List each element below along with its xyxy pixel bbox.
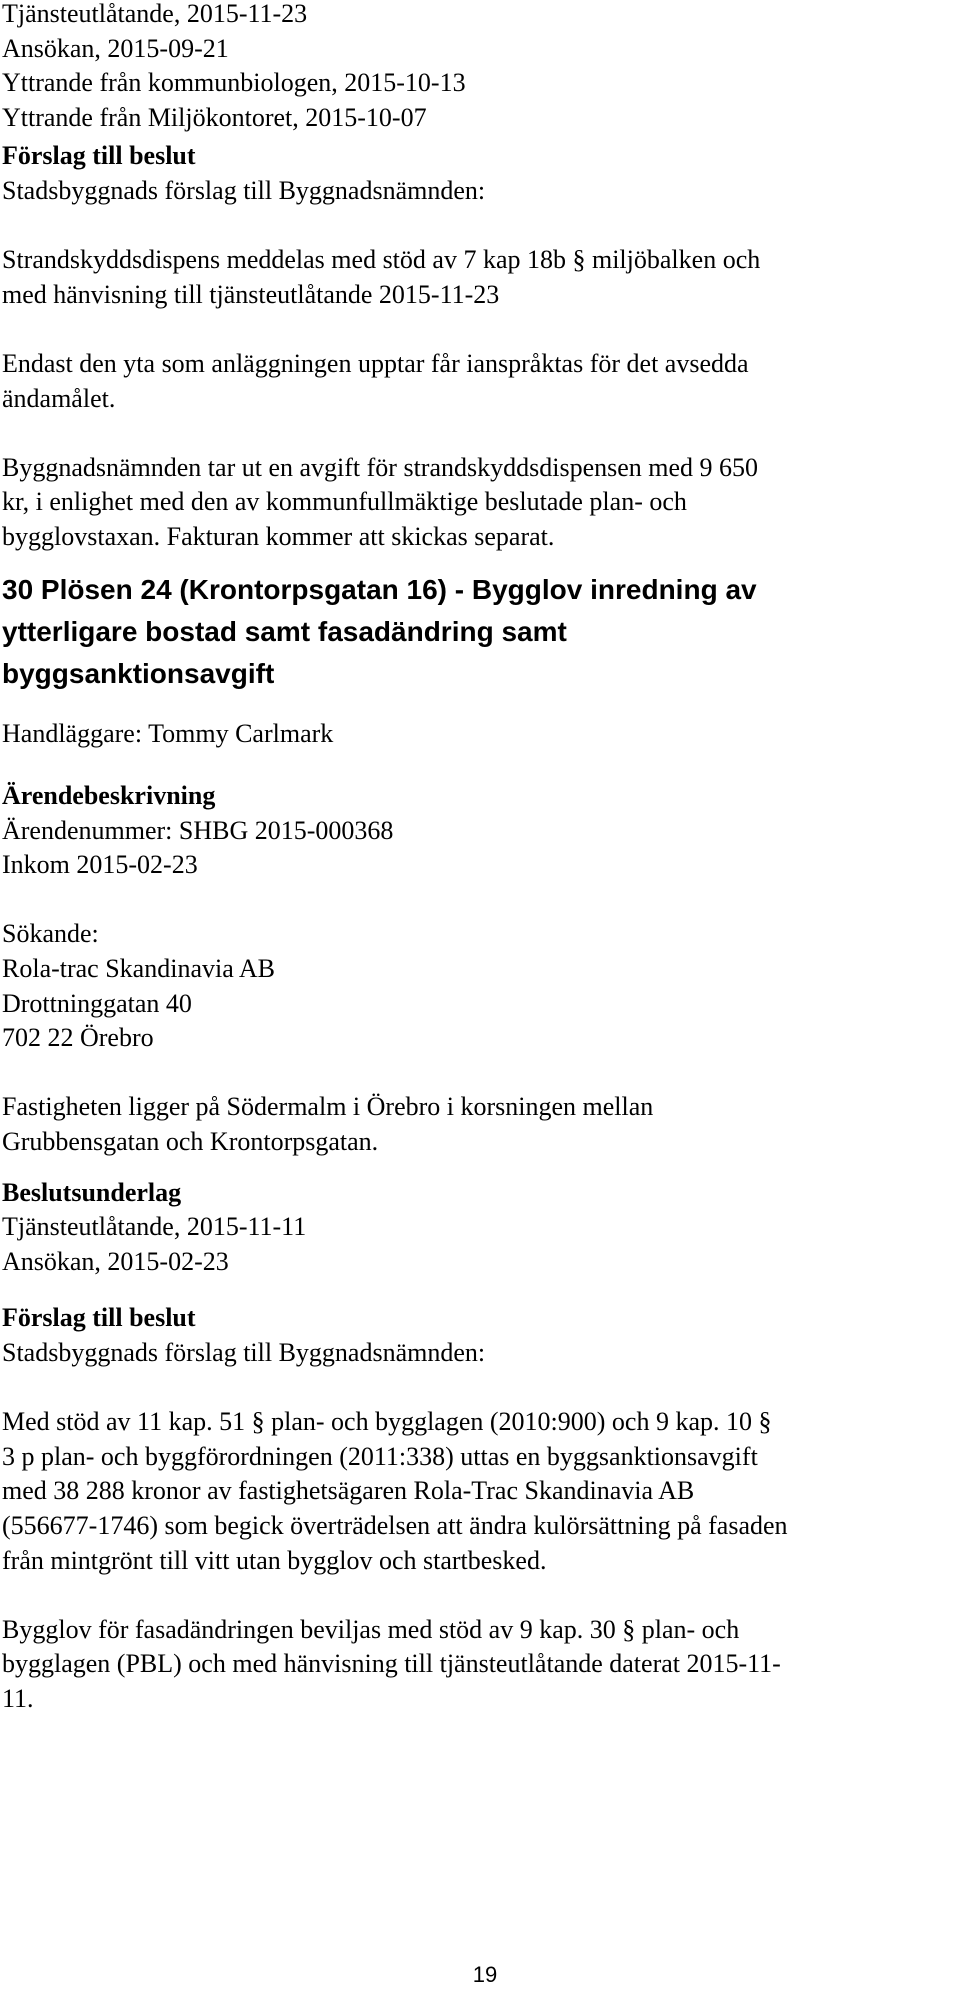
- item-title: [2, 569, 952, 695]
- page-number: 19: [472, 1962, 498, 1987]
- decision-line: Med stöd av 11 kap. 51 § plan- och bygglagen (2010:900) och 9 kap. 10 §: [2, 1407, 772, 1437]
- applicant-line: Sökande:: [2, 919, 99, 949]
- basis-line: Tjänsteutlåtande, 2015-11-11: [2, 1212, 307, 1242]
- decision-line: 11.: [2, 1683, 34, 1713]
- paragraph-line: Byggnadsnämnden tar ut en avgift för strandskyddsdispensen med 9 650: [2, 452, 759, 482]
- applicant-line: 702 22 Örebro: [2, 1023, 154, 1053]
- document-content: [2, 0, 952, 1717]
- proposal-heading: Förslag till beslut: [2, 141, 196, 171]
- basis-line: Ansökan, 2015-02-23: [2, 1246, 229, 1276]
- decision-line: Bygglov för fasadändringen beviljas med stöd av 9 kap. 30 § plan- och: [2, 1614, 740, 1644]
- decision-line: från mintgrönt till vitt utan bygglov och startbesked.: [2, 1545, 547, 1575]
- paragraph-line: med hänvisning till tjänsteutlåtande 2015-11-23: [2, 279, 500, 309]
- case-line: Ärendenummer: SHBG 2015-000368: [2, 815, 394, 845]
- proposal-heading: Förslag till beslut: [2, 1303, 196, 1333]
- decision-line: 3 p plan- och byggförordningen (2011:338) uttas en byggsanktionsavgift: [2, 1441, 758, 1471]
- decision-line: (556677-1746) som begick överträdelsen att ändra kulörsättning på fasaden: [2, 1510, 788, 1540]
- paragraph-line: kr, i enlighet med den av kommunfullmäktige beslutade plan- och: [2, 487, 687, 517]
- decision-line: bygglagen (PBL) och med hänvisning till tjänsteutlåtande daterat 2015-11-: [2, 1649, 781, 1679]
- applicant-line: Drottninggatan 40: [2, 988, 192, 1018]
- case-line: Inkom 2015-02-23: [2, 850, 198, 880]
- proposal-subtitle: Stadsbyggnads förslag till Byggnadsnämnden:: [2, 1338, 486, 1367]
- item-title-line: byggsanktionsavgift: [2, 657, 275, 689]
- paragraph-line: ändamålet.: [2, 383, 116, 413]
- decision-line: med 38 288 kronor av fastighetsägaren Rola-Trac Skandinavia AB: [2, 1476, 695, 1506]
- applicant-line: Rola-trac Skandinavia AB: [2, 954, 275, 984]
- intro-line: Tjänsteutlåtande, 2015-11-23: [2, 0, 308, 28]
- intro-line: Ansökan, 2015-09-21: [2, 33, 229, 63]
- item-title-line: ytterligare bostad samt fasadändring samt: [2, 615, 567, 647]
- paragraph-line: bygglovstaxan. Fakturan kommer att skickas separat.: [2, 521, 555, 551]
- case-heading: Ärendebeskrivning: [2, 781, 216, 811]
- location-line: Grubbensgatan och Krontorpsgatan.: [2, 1127, 379, 1157]
- basis-heading: Beslutsunderlag: [2, 1177, 182, 1207]
- item-title-line: 30 Plösen 24 (Krontorpsgatan 16) - Bygglov inredning av: [2, 573, 757, 605]
- intro-list: [2, 0, 952, 135]
- intro-line: Yttrande från Miljökontoret, 2015-10-07: [2, 102, 427, 132]
- location-line: Fastigheten ligger på Södermalm i Örebro i korsningen mellan: [2, 1092, 654, 1122]
- intro-line: Yttrande från kommunbiologen, 2015-10-13: [2, 68, 466, 98]
- handler-line: Handläggare: Tommy Carlmark: [2, 718, 334, 748]
- paragraph-line: Endast den yta som anläggningen upptar får ianspråktas för det avsedda: [2, 348, 749, 378]
- proposal-subtitle: Stadsbyggnads förslag till Byggnadsnämnden:: [2, 175, 486, 205]
- paragraph-line: Strandskyddsdispens meddelas med stöd av 7 kap 18b § miljöbalken och: [2, 245, 761, 275]
